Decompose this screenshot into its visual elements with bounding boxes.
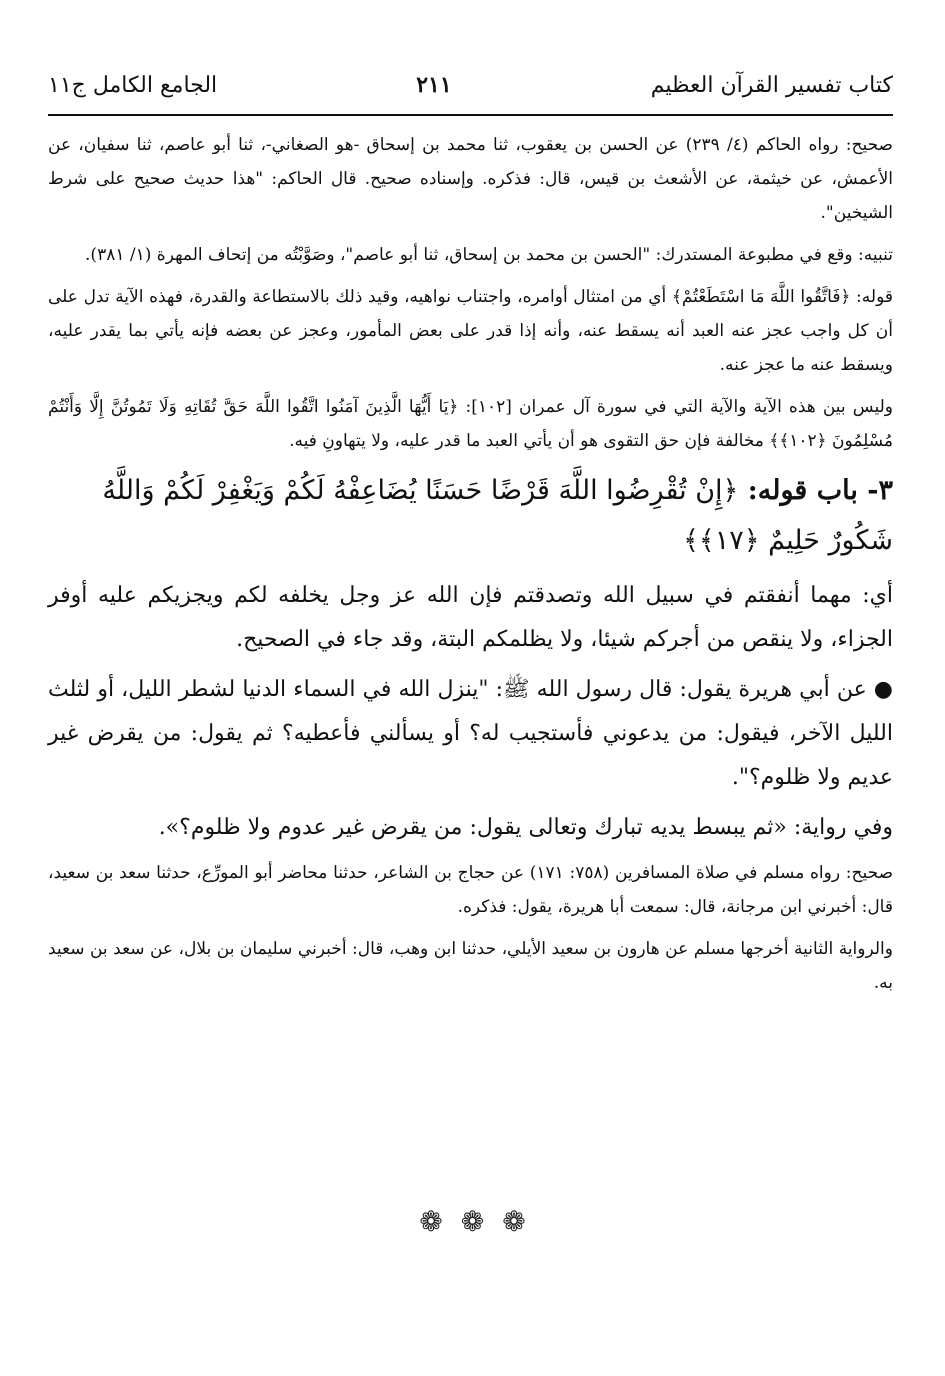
explanation-paragraph: أي: مهما أنفقتم في سبيل الله وتصدقتم فإن الله عز وجل يخلفه لكم ويجزيكم عليه أوفر الجزاء، ولا ينقص من أجركم شيئا، ولا يظلمكم البتة، وقد جاء في الصحيح. [48, 583, 893, 652]
riwaya-paragraph: وفي رواية: «ثم يبسط يديه تبارك وتعالى يقول: من يقرض غير عدوم ولا ظلوم؟». [158, 815, 893, 840]
page-header [48, 62, 893, 108]
page-number: ٢١١ [416, 72, 452, 98]
hadith-paragraph: ● عن أبي هريرة يقول: قال رسول الله ﷺ: "ينزل الله في السماء الدنيا لشطر الليل، أو لثلث الليل الآخر، فيقول: من يدعوني فأستجيب له؟ أو يسألني فأعطيه؟ ثم يقول: من يقرض غير عديم ولا ظلوم؟". [48, 677, 893, 790]
commentary-paragraph-1: قوله: ﴿فَاتَّقُوا اللَّهَ مَا اسْتَطَعْتُمْ﴾ أي من امتثال أوامره، واجتناب نواهيه، وقيد ذلك بالاستطاعة والقدرة، فهذه الآية تدل على أن كل واجب عجز عنه العبد أنه يسقط عنه، وأنه إذا قدر على بعض المأمور، وعجز عن بعضه فإنه يأتي بما يقدر عليه، ويسقط عنه ما عجز عنه. [48, 287, 893, 375]
volume-label: الجامع الكامل ج١١ [48, 72, 218, 98]
flower-ornament-icon: ❁ [460, 1205, 485, 1238]
flower-ornament-icon: ❁ [419, 1205, 443, 1238]
takhrij-paragraph-1: صحيح: رواه الحاكم (٤/ ٢٣٩) عن الحسن بن يعقوب، ثنا محمد بن إسحاق -هو الصغاني-، ثنا أبو عاصم، ثنا سفيان، عن الأعمش، عن خيثمة، عن الأشعث بن قيس، قال: فذكره. وإسناده صحيح. قال الحاكم: "هذا حديث صحيح على شرط الشيخين". [48, 135, 893, 223]
takhrij-paragraph-3: والرواية الثانية أخرجها مسلم عن هارون بن سعيد الأيلي، حدثنا ابن وهب، قال: أخبرني سليمان بن بلال، عن سعد بن سعيد به. [48, 939, 893, 993]
header-rule [48, 114, 893, 116]
chapter-heading-verse: ﴿إِنْ تُقْرِضُوا اللَّهَ قَرْضًا حَسَنًا يُضَاعِفْهُ لَكُمْ وَيَغْفِرْ لَكُمْ وَاللَّهُ شَكُورٌ حَلِيمٌ ﴿١٧﴾﴾ [102, 475, 893, 556]
commentary-paragraph-2: وليس بين هذه الآية والآية التي في سورة آل عمران [١٠٢]: ﴿يَا أَيُّهَا الَّذِينَ آمَنُوا اتَّقُوا اللَّهَ حَقَّ تُقَاتِهِ وَلَا تَمُوتُنَّ إِلَّا وَأَنْتُمْ مُسْلِمُونَ ﴿١٠٢﴾﴾ مخالفة فإن حق التقوى هو أن يأتي العبد ما قدر عليه، ولا يتهاونِ فيه. [48, 397, 893, 451]
takhrij-paragraph-2: صحيح: رواه مسلم في صلاة المسافرين (٧٥٨: ١٧١) عن حجاج بن الشاعر، حدثنا محاضر أبو المورِّع، حدثنا سعد بن سعيد، قال: أخبرني ابن مرجانة، قال: سمعت أبا هريرة، يقول: فذكره. [48, 863, 893, 917]
book-title: كتاب تفسير القرآن العظيم [650, 72, 893, 98]
note-paragraph: تنبيه: وقع في مطبوعة المستدرك: "الحسن بن محمد بن إسحاق، ثنا أبو عاصم"، وصَوَّبْتُه من إتحاف المهرة (١/ ٣٨١). [85, 245, 893, 265]
page-body [48, 128, 893, 1008]
flower-ornament-icon: ❁ [502, 1205, 526, 1238]
chapter-heading [48, 466, 893, 566]
end-ornaments [0, 1205, 945, 1238]
chapter-heading-label: ٣- باب قوله: [747, 475, 893, 506]
